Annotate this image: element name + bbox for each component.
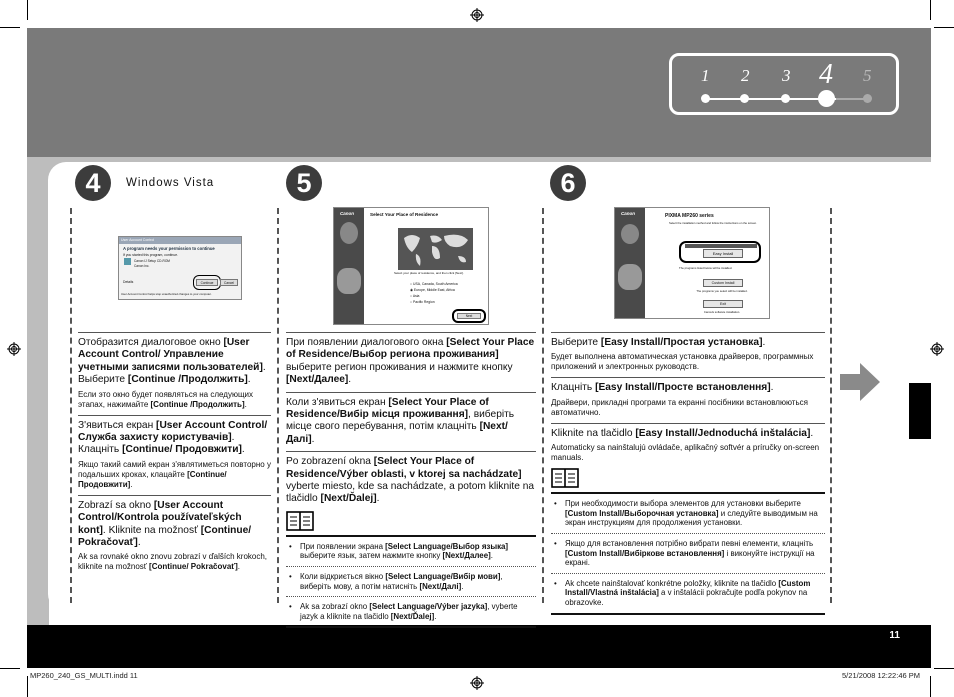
uac-footer: User Account Control helps stop unauthorized changes to your computer. <box>121 292 212 296</box>
print-slug-file: MP260_240_GS_MULTI.indd 11 <box>30 671 138 680</box>
text-block-sk: Kliknite na tlačidlo [Easy Install/Jednoduchá inštalácia]. Automaticky sa nainštalujú ovládače, aplikačný softvér a príručky on-screen manuals. <box>551 423 825 463</box>
crop-mark <box>27 676 28 697</box>
step-dot-1 <box>701 94 710 103</box>
crop-mark <box>0 27 20 28</box>
print-slug-date: 5/21/2008 12:22:46 PM <box>842 671 920 680</box>
uac-app-name: Canon IJ Setup CD-ROM <box>134 259 170 263</box>
crop-mark <box>934 668 954 669</box>
step-1: 1 <box>701 66 710 85</box>
step-4-current: 4 <box>819 59 833 90</box>
uac-dialog-screenshot <box>118 236 242 300</box>
region-option[interactable]: ○ USA, Canada, South America <box>410 282 458 286</box>
residence-prompt: Select your place of residence, and then click [Next]. <box>394 271 464 275</box>
column-divider <box>830 208 832 603</box>
registration-mark-icon <box>470 8 484 22</box>
region-option-selected[interactable]: ◉ Europe, Middle East, Africa <box>410 288 455 292</box>
column-divider <box>277 208 279 603</box>
series-title: PIXMA MP260 series <box>665 213 714 219</box>
footer-band <box>27 625 931 668</box>
left-margin-strip <box>27 177 49 625</box>
section-number-4: 4 <box>75 165 111 201</box>
photo-strip <box>334 208 364 324</box>
crop-mark <box>27 0 28 20</box>
notes-box <box>551 492 825 614</box>
os-label: Windows Vista <box>126 177 215 189</box>
column-step-4 <box>78 332 271 577</box>
registration-mark-icon <box>7 342 21 356</box>
section-number-6: 6 <box>550 165 586 201</box>
note-book-icon <box>551 468 579 488</box>
registration-mark-icon <box>930 342 944 356</box>
section-tab <box>909 383 931 439</box>
note-book-icon <box>286 511 314 531</box>
residence-title: Select Your Place of Residence <box>370 212 438 217</box>
canon-logo: Canon <box>340 211 354 216</box>
custom-install-button[interactable]: Custom Install <box>703 279 743 287</box>
region-option[interactable]: ○ Asia <box>410 294 420 298</box>
easy-install-banner <box>685 244 757 248</box>
cancel-button[interactable]: Cancel <box>220 279 238 286</box>
text-block-uk: Клацніть [Easy Install/Просте встановлення]. Драйвери, прикладні програми та екранні посібники встановлюються автоматично. <box>551 377 825 417</box>
photo-graphic <box>618 264 642 290</box>
exit-desc: Cancels software installation. <box>703 310 741 314</box>
text-block-ru: Выберите [Easy Install/Простая установка]. Будет выполнена автоматическая установка драйверов, программных приложений и электронных руководств. <box>551 332 825 372</box>
column-step-5 <box>286 332 536 628</box>
next-page-arrow-icon <box>840 363 880 401</box>
text-block-sk: Zobrazí sa okno [User Account Control/Kontrola používateľských kont]. Kliknite na možnosť [Continue/ Pokračovať]. Ak sa rovnaké okno znovu zobrazí v ďalších krokoch, kliknite na možnosť [Continue/ Pokračovať]. <box>78 495 271 573</box>
note-uk: • Якщо для встановлення потрібно вибрати певні елементи, клацніть [Custom Install/Вибіркове встановлення] і виконуйте інструкції на екрані. <box>551 533 825 573</box>
text-block-sk: Po zobrazení okna [Select Your Place of Residence/Výber oblasti, v ktorej sa nachádzate] vyberte miesto, kde sa nachádzate, a potom kliknite na tlačidlo [Next/Ďalej]. <box>286 451 536 506</box>
step-3: 3 <box>782 66 791 85</box>
photo-graphic <box>337 268 361 294</box>
section-number-5: 5 <box>286 165 322 201</box>
column-divider <box>70 208 72 603</box>
uac-details[interactable]: Details <box>123 280 134 284</box>
uac-heading: A program needs your permission to continue <box>123 246 215 251</box>
uac-publisher: Canon Inc. <box>134 264 150 268</box>
install-intro: Select the installation method and follow the instructions on the screen. <box>669 221 757 225</box>
exit-button[interactable]: Exit <box>703 300 743 308</box>
photo-strip <box>615 208 645 318</box>
photo-graphic <box>340 222 358 244</box>
uac-titlebar: User Account Control <box>119 237 241 244</box>
easy-install-button[interactable]: Easy Install <box>703 249 743 258</box>
column-step-6 <box>551 332 825 615</box>
note-ru: • При появлении экрана [Select Language/Выбор языка] выберите язык, затем нажмите кнопку [Next/Далее]. <box>286 537 536 566</box>
step-dot-4-current <box>818 90 835 107</box>
text-block-ru: Отобразится диалоговое окно [User Account Control/ Управление учетными записями пользователей]. Выберите [Continue /Продолжить]. Если это окно будет появляться на следующих этапах, нажимайте [Continue /Продолжить]. <box>78 332 271 410</box>
step-5: 5 <box>863 66 872 85</box>
text-block-uk: З'явиться екран [User Account Control/Служба захисту користувачів]. Клацніть [Continue/ Продовжити]. Якщо такий самий екран з'являтиметься повторно у подальших кроках, клацайте [Continue/Продовжити]. <box>78 415 271 490</box>
world-map <box>398 228 473 270</box>
app-icon <box>124 258 131 265</box>
residence-screenshot <box>333 207 489 325</box>
easy-install-desc: The programs listed below will be installed. <box>679 266 733 270</box>
install-screenshot <box>614 207 770 319</box>
uac-line: If you started this program, continue. <box>123 253 179 257</box>
custom-install-desc: The programs you select will be installed. <box>696 289 748 293</box>
note-sk: • Ak sa zobrazí okno [Select Language/Výber jazyka], vyberte jazyk a kliknite na tlačidlo [Next/Ďalej]. <box>286 596 536 626</box>
crop-mark <box>934 27 954 28</box>
notes-box <box>286 535 536 629</box>
next-button[interactable]: Next <box>457 313 481 319</box>
step-dot-2 <box>740 94 749 103</box>
region-options <box>410 281 458 305</box>
crop-mark <box>930 0 931 20</box>
page-number: 11 <box>889 630 900 641</box>
note-uk: • Коли відкриється вікно [Select Language/Вибір мови], виберіть мову, а потім натисніть [Next/Далі]. <box>286 566 536 596</box>
step-2: 2 <box>741 66 750 85</box>
registration-mark-icon <box>470 676 484 690</box>
text-block-ru: При появлении диалогового окна [Select Your Place of Residence/Выбор региона проживания] выберите регион проживания и нажмите кнопку [Next/Далее]. <box>286 332 536 387</box>
region-option[interactable]: ○ Pacific Region <box>410 300 435 304</box>
world-map-icon <box>398 228 473 270</box>
text-block-uk: Коли з'явиться екран [Select Your Place of Residence/Вибір місця проживання], виберіть місце свого перебування, потім клацніть [Next/Далі]. <box>286 392 536 447</box>
crop-mark <box>0 668 20 669</box>
photo-graphic <box>621 224 639 244</box>
continue-button[interactable]: Continue <box>196 279 218 286</box>
canon-logo: Canon <box>621 211 635 216</box>
crop-mark <box>930 676 931 697</box>
note-sk: • Ak chcete nainštalovať konkrétne položky, kliknite na tlačidlo [Custom Install/Vlastná inštalácia] a v inštalácii pokračujte podľa pokynov na obrazovke. <box>551 573 825 613</box>
step-dot-5 <box>863 94 872 103</box>
note-ru: • При необходимости выбора элементов для установки выберите [Custom Install/Выборочная установка] и следуйте выводимым на экран инструкциям для продолжения установки. <box>551 494 825 533</box>
column-divider <box>542 208 544 603</box>
step-dot-3 <box>781 94 790 103</box>
step-progress <box>669 53 899 115</box>
